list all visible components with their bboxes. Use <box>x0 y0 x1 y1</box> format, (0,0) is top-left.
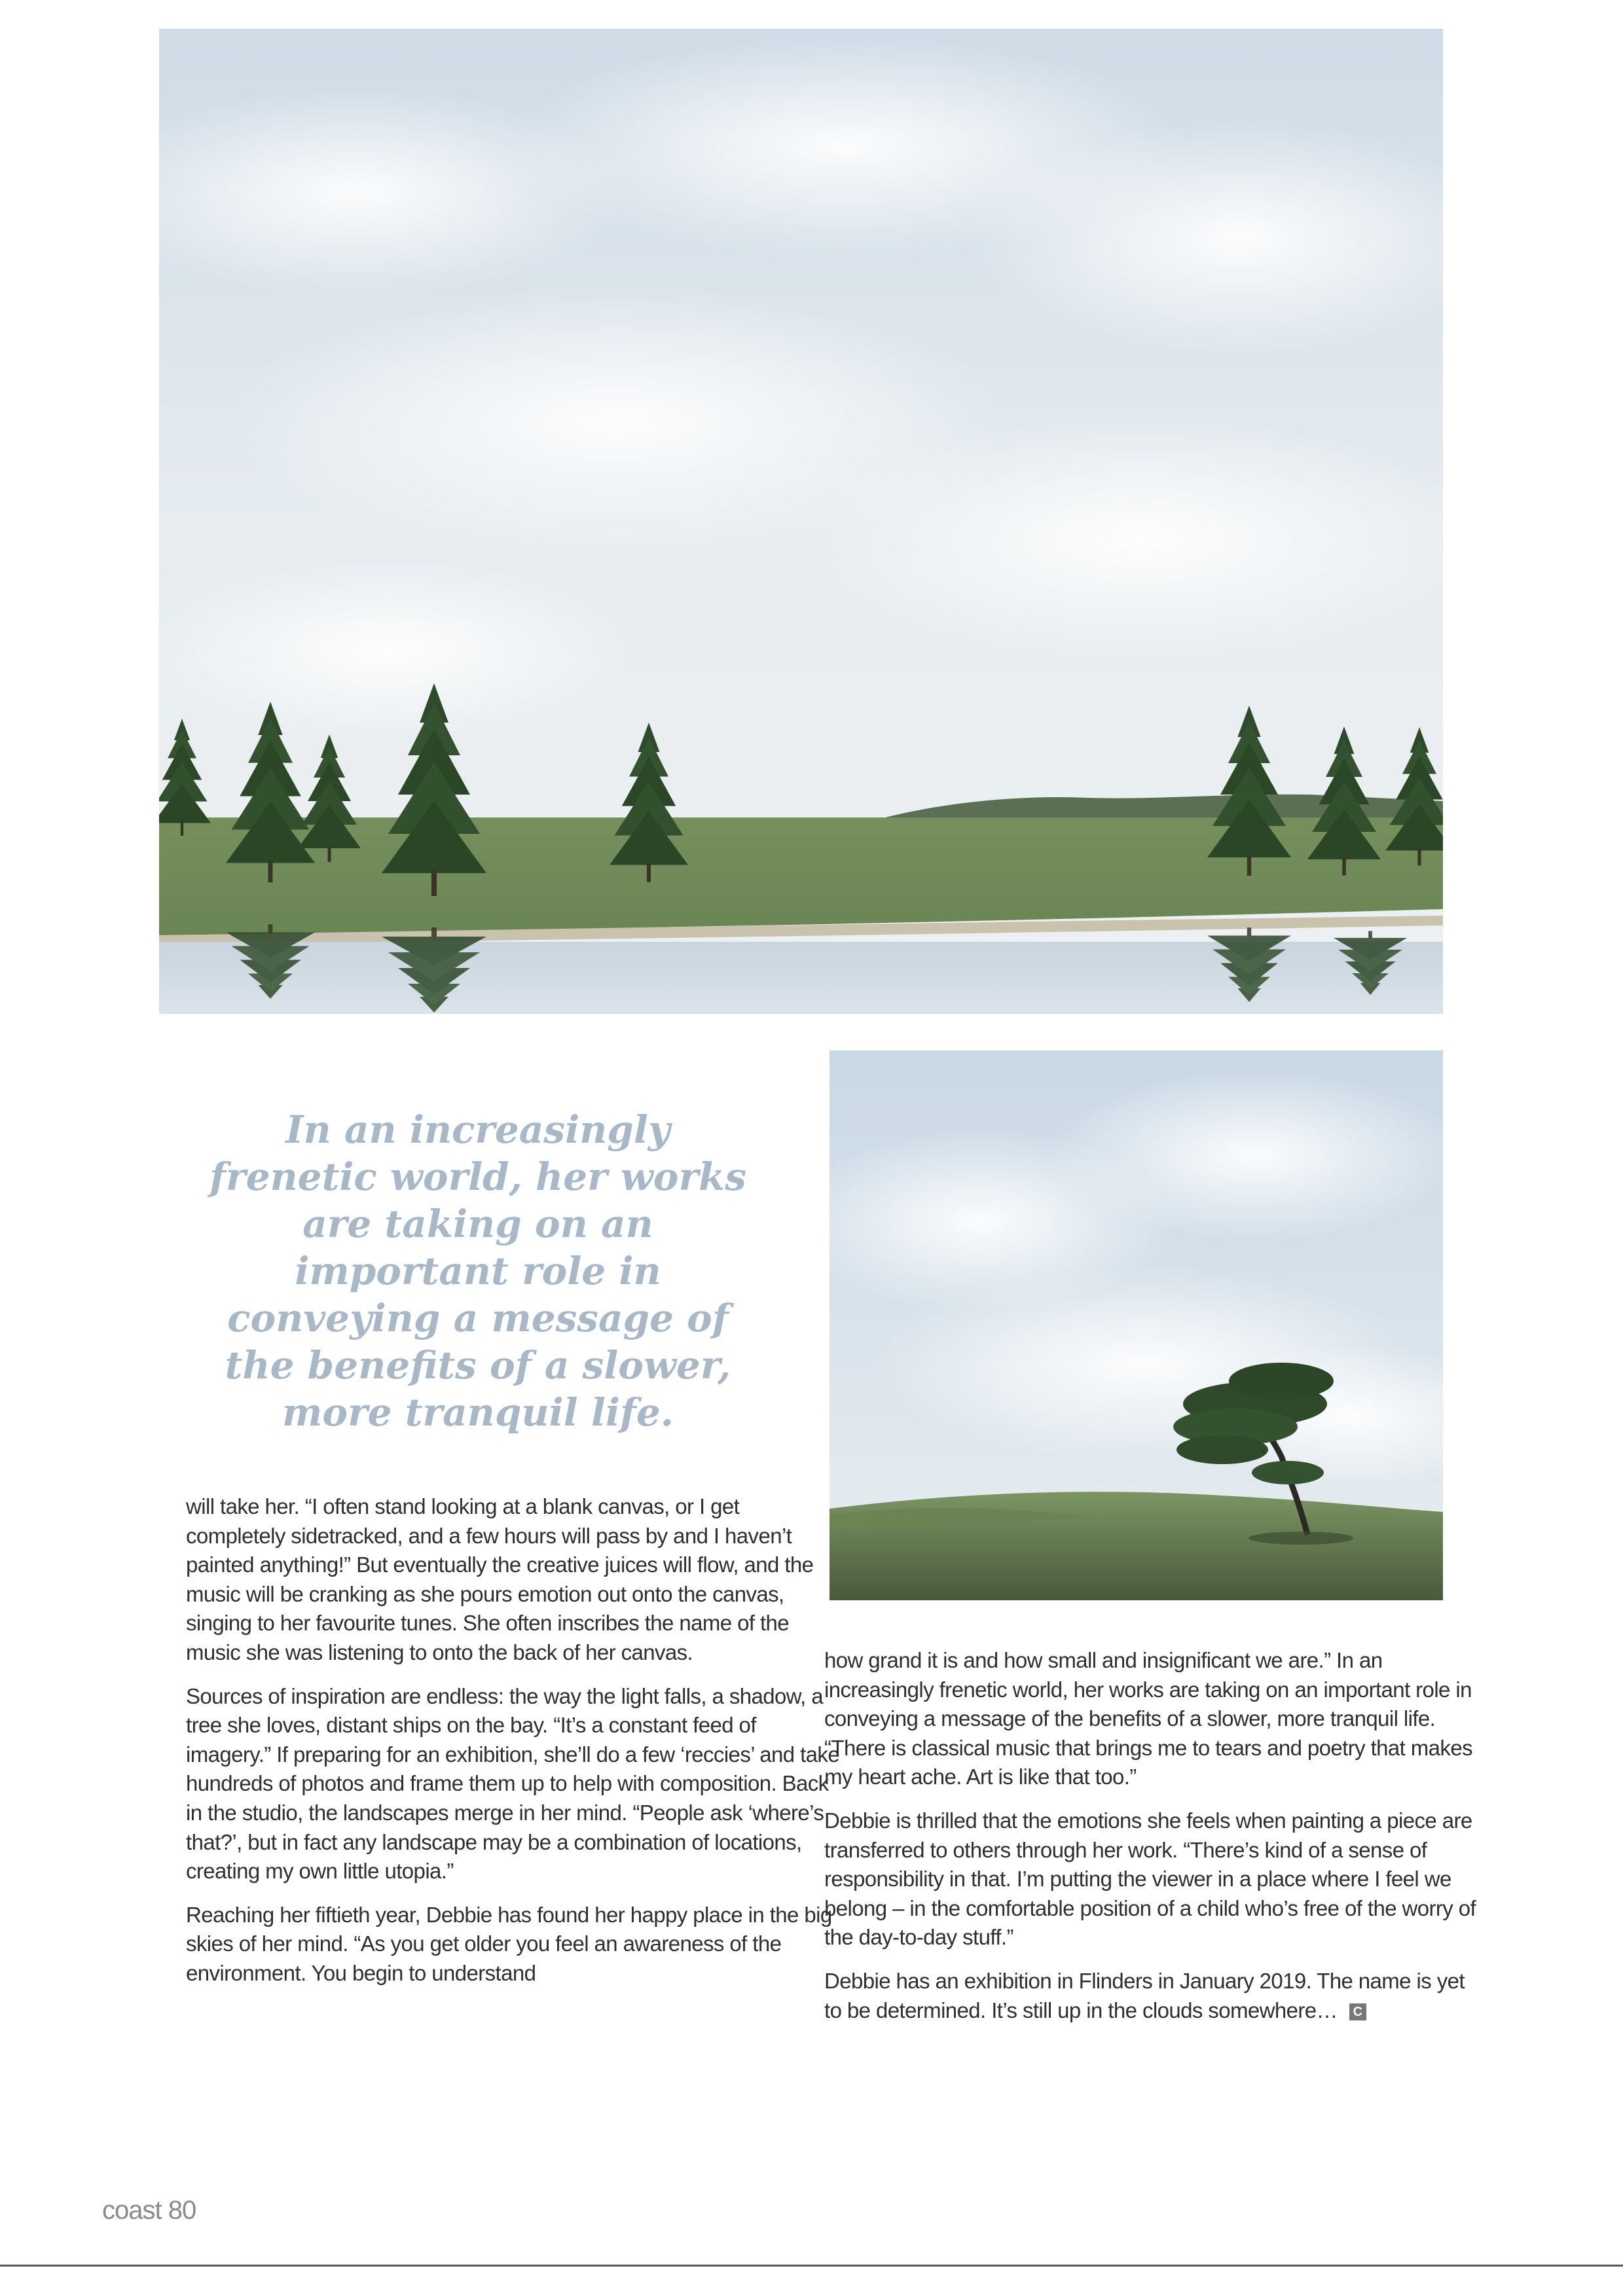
lone-tree-painting-artwork <box>830 1050 1443 1600</box>
article-column-right <box>824 1646 1479 2039</box>
paragraph-final <box>824 1967 1479 2025</box>
lone-tree-painting <box>830 1050 1443 1600</box>
end-mark-icon: C <box>1349 2003 1366 2020</box>
article-column-left <box>186 1492 841 2003</box>
landscape-painting-top-artwork <box>159 29 1443 1014</box>
bottom-rule <box>0 2265 1623 2267</box>
paragraph: will take her. “I often stand looking at a blank canvas, or I get completely sidetracked, and a few hours will pass by and I haven’t painted anything!” But eventually the creative juices will flow, and the music will be cranking as she pours emotion out onto the canvas, singing to her favourite tunes. She often inscribes the name of the music she was listening to onto the back of her canvas. <box>186 1494 814 1664</box>
page-folio: coast 80 <box>102 2196 196 2225</box>
pull-quote: In an increasingly frenetic world, her works are taking on an important role in conveying a message of the benefits of a slower, more tranquil life. <box>210 1107 746 1435</box>
paragraph: Sources of inspiration are endless: the way the light falls, a shadow, a tree she loves, distant ships on the bay. “It’s a constant feed of imagery.” If preparing for an exhibition, she’ll do a few ‘reccies’ and take hundreds of photos and frame them up to help with composition. Back in the studio, the landscapes merge in her mind. “People ask ‘where’s that?’, but in fact any landscape may be a combination of locations, creating my own little utopia.” <box>186 1683 840 1884</box>
paragraph: Reaching her fiftieth year, Debbie has found her happy place in the big skies of her mind. “As you get older you feel an awareness of the environment. You begin to understand <box>186 1902 832 1985</box>
paragraph: how grand it is and how small and insignificant we are.” In an increasingly frenetic world, her works are taking on an important role in conveying a message of the benefits of a slower, more tranquil life. “There is classical music that brings me to tears and poetry that makes my heart ache. Art is like that too.” <box>824 1648 1472 1789</box>
paragraph-final-text: Debbie has an exhibition in Flinders in January 2019. The name is yet to be determined. It’s still up in the clouds somewhere… <box>824 1968 1465 2022</box>
paragraph: Debbie is thrilled that the emotions she feels when painting a piece are transferred to others through her work. “There’s kind of a sense of responsibility in that. I’m putting the viewer in a place where I feel we belong – in the comfortable position of a child who’s free of the worry of the day-to-day stuff.” <box>824 1808 1476 1950</box>
landscape-painting-top <box>159 29 1443 1014</box>
